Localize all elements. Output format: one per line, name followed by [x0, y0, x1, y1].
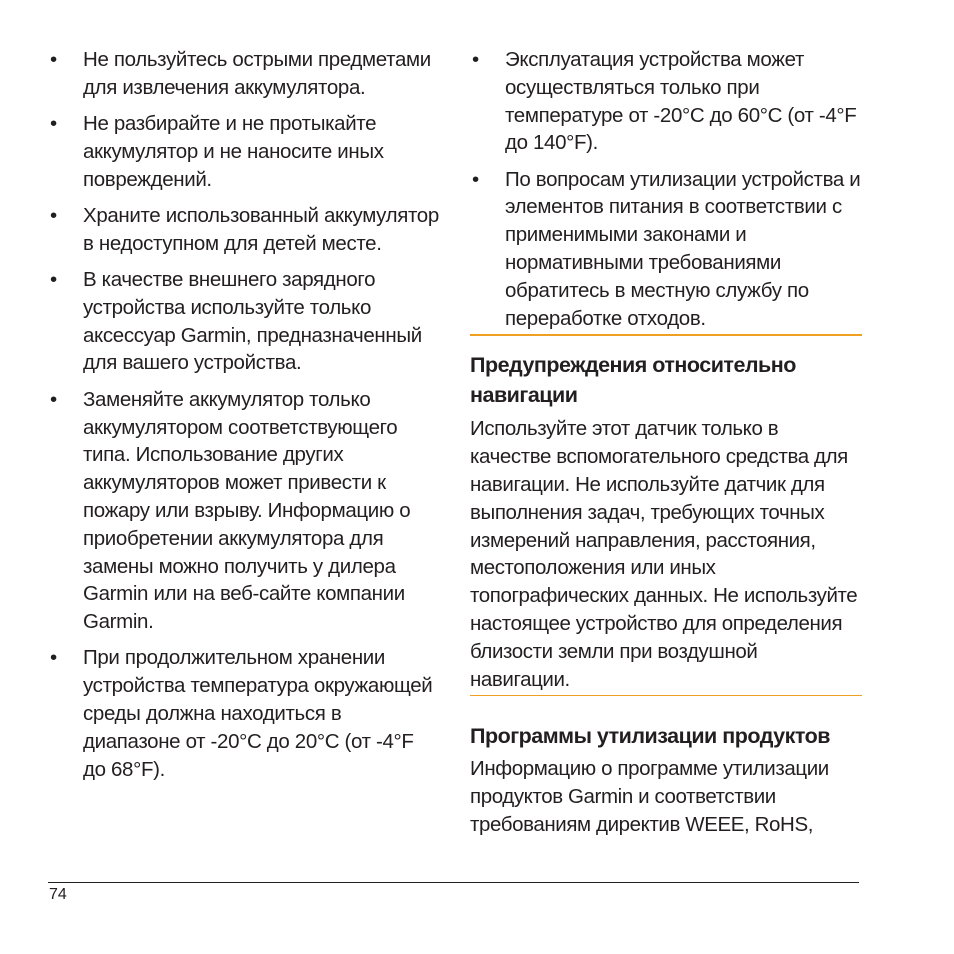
left-column: [48, 46, 440, 792]
list-item: [470, 166, 862, 333]
left-bullet-list: [48, 46, 440, 783]
list-item-text: При продолжительном хранении устройства температура окружающей среды должна находиться в диапазоне от -20°C до 20°C (от -4°F до 68°F).: [83, 646, 433, 781]
list-item: [48, 46, 440, 102]
list-item: [48, 644, 440, 783]
list-item-text: Не пользуйтесь острыми предметами для извлечения аккумулятора.: [83, 48, 431, 99]
recycling-programs-text: Информацию о программе утилизации продуктов Garmin и соответствии требованиям директив WEEE, RoHS,: [470, 757, 829, 837]
list-item-text: Храните использованный аккумулятор в недоступном для детей месте.: [83, 203, 439, 255]
recycling-programs-heading: Программы утилизации продуктов: [470, 724, 830, 749]
list-item-text: Заменяйте аккумулятор только аккумулятором соответствующего типа. Использование других аккумуляторов может привести к пожару или взрыву. Информацию о приобретении аккумулятора для замены можно получить у дилера Garmin или на веб-сайте компании Garmin.: [83, 387, 411, 634]
bullet-icon: •: [472, 48, 479, 71]
bullet-icon: •: [50, 387, 57, 411]
navigation-warnings-heading: Предупреждения относительно навигации: [470, 353, 796, 408]
list-item-text: Не разбирайте и не протыкайте аккумулятор и не наносите иных повреждений.: [83, 112, 384, 191]
list-item: [48, 266, 440, 377]
page-number: 74: [49, 886, 67, 903]
list-item: [470, 46, 862, 157]
bullet-icon: •: [50, 268, 57, 292]
bullet-icon: •: [50, 646, 57, 670]
footer-divider: [48, 882, 859, 883]
list-item-text: В качестве внешнего зарядного устройства используйте только аксессуар Garmin, предназначенный для вашего устройства.: [83, 268, 422, 375]
right-bullet-list: [470, 46, 862, 332]
list-item-text: Эксплуатация устройства может осуществляться только при температуре от -20°C до 60°C (от -4°F до 140°F).: [505, 48, 857, 155]
bullet-icon: •: [50, 112, 57, 136]
list-item-text: По вопросам утилизации устройства и элементов питания в соответствии с применимыми законами и нормативными требованиями обратитесь в местную службу по переработке отходов.: [505, 167, 861, 330]
bullet-icon: •: [472, 167, 479, 191]
right-column: [470, 46, 862, 839]
list-item: [48, 386, 440, 636]
bullet-icon: •: [50, 203, 57, 227]
list-item: [48, 202, 440, 258]
list-item: [48, 110, 440, 193]
navigation-warnings-text: Используйте этот датчик только в качестве вспомогательного средства для навигации. Не используйте датчик для выполнения задач, требующих точных измерений направления, расстояния, местоположения или иных топографических данных. Не используйте настоящее устройство для определения близости земли при воздушной навигации.: [470, 417, 858, 691]
bullet-icon: •: [50, 48, 57, 71]
